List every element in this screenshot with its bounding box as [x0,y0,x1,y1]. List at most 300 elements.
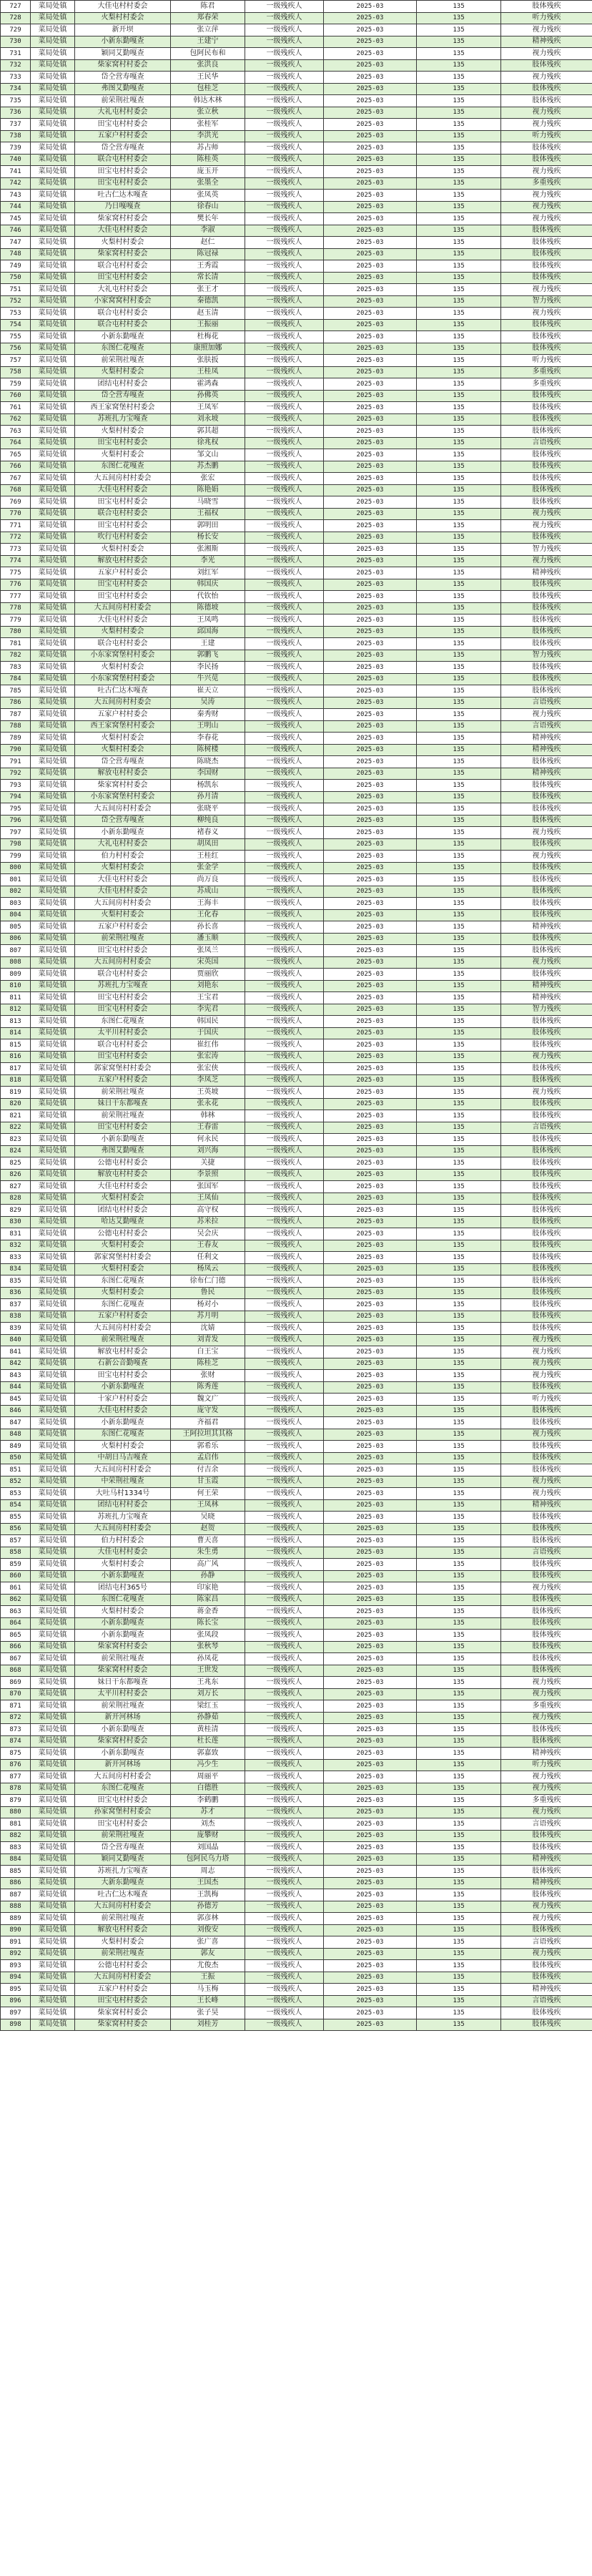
name-cell: 吴涛 [171,697,245,709]
village-cell: 火梨村村委会 [75,1441,171,1453]
town-cell: 菜局处镇 [31,555,75,567]
table-row [1,520,592,532]
village-cell: 联合屯村村委会 [75,969,171,981]
disability-type-cell: 视力残疾 [501,956,592,969]
subsidy-cell: 135 [417,308,501,320]
name-cell: 王兆东 [171,1677,245,1689]
category-cell: 一级残疾人 [245,1523,324,1535]
category-cell: 一级残疾人 [245,1535,324,1547]
subsidy-cell: 135 [417,1995,501,2007]
disability-type-cell: 视力残疾 [501,1688,592,1700]
disability-type-cell: 肢体残疾 [501,1441,592,1453]
disability-type-cell: 肢体残疾 [501,1606,592,1618]
category-cell: 一级残疾人 [245,1323,324,1335]
row-number-cell: 757 [1,355,31,367]
table-row [1,36,592,48]
town-cell: 菜局处镇 [31,1818,75,1831]
month-cell: 2025-03 [324,1039,417,1052]
town-cell: 菜局处镇 [31,815,75,827]
disability-type-cell: 肢体残疾 [501,1063,592,1075]
month-cell: 2025-03 [324,838,417,851]
category-cell: 一级残疾人 [245,1169,324,1181]
table-row [1,343,592,355]
subsidy-cell: 135 [417,1275,501,1288]
subsidy-cell: 135 [417,1842,501,1854]
row-number-cell: 866 [1,1641,31,1653]
table-row [1,1441,592,1453]
town-cell: 菜局处镇 [31,1228,75,1240]
month-cell: 2025-03 [324,1665,417,1677]
category-cell: 一级残疾人 [245,1192,324,1205]
row-number-cell: 815 [1,1039,31,1052]
name-cell: 王建宁 [171,36,245,48]
town-cell: 菜局处镇 [31,1263,75,1275]
subsidy-cell: 135 [417,1806,501,1818]
name-cell: 王凤仙 [171,1192,245,1205]
village-cell: 岱仝营寿嘎查 [75,1842,171,1854]
subsidy-cell: 135 [417,508,501,520]
name-cell: 李凤芝 [171,1074,245,1087]
table-row [1,791,592,803]
name-cell: 庞守发 [171,1405,245,1417]
category-cell: 一级残疾人 [245,1098,324,1110]
month-cell: 2025-03 [324,1275,417,1288]
disability-type-cell: 听力残疾 [501,355,592,367]
category-cell: 一级残疾人 [245,1748,324,1760]
table-row [1,248,592,260]
subsidy-cell: 135 [417,579,501,591]
disability-type-cell: 精神残疾 [501,1984,592,1996]
disability-type-cell: 肢体残疾 [501,969,592,981]
name-cell: 孟启伟 [171,1452,245,1464]
month-cell: 2025-03 [324,1523,417,1535]
name-cell: 杜长莲 [171,1735,245,1748]
month-cell: 2025-03 [324,1735,417,1748]
town-cell: 菜局处镇 [31,1016,75,1028]
category-cell: 一级残疾人 [245,260,324,273]
disability-type-cell: 精神残疾 [501,1499,592,1512]
disability-type-cell: 听力残疾 [501,130,592,142]
month-cell: 2025-03 [324,1559,417,1571]
month-cell: 2025-03 [324,673,417,685]
subsidy-cell: 135 [417,496,501,509]
month-cell: 2025-03 [324,1853,417,1866]
row-number-cell: 870 [1,1688,31,1700]
town-cell: 菜局处镇 [31,83,75,95]
subsidy-cell: 135 [417,1984,501,1996]
village-cell: 联合屯村村委会 [75,319,171,331]
table-row [1,662,592,674]
row-number-cell: 821 [1,1110,31,1122]
disability-type-cell: 肢体残疾 [501,1240,592,1252]
name-cell: 马晓雪 [171,496,245,509]
category-cell: 一级残疾人 [245,1464,324,1476]
month-cell: 2025-03 [324,1570,417,1582]
month-cell: 2025-03 [324,1866,417,1878]
subsidy-cell: 135 [417,213,501,225]
name-cell: 印家艳 [171,1582,245,1595]
row-number-cell: 800 [1,862,31,874]
disability-type-cell: 肢体残疾 [501,933,592,945]
village-cell: 解放屯村村委会 [75,1169,171,1181]
category-cell: 一级残疾人 [245,626,324,638]
village-cell: 岱仝营寿嘎查 [75,72,171,84]
village-cell: 五家户村村委会 [75,921,171,934]
category-cell: 一级残疾人 [245,1417,324,1429]
category-cell: 一级残疾人 [245,24,324,36]
town-cell: 菜局处镇 [31,1452,75,1464]
month-cell: 2025-03 [324,1016,417,1028]
row-number-cell: 789 [1,733,31,745]
village-cell: 东图仁花嘎查 [75,1783,171,1795]
table-row [1,1287,592,1299]
category-cell: 一级残疾人 [245,1570,324,1582]
table-row [1,756,592,768]
category-cell: 一级残疾人 [245,1995,324,2007]
name-cell: 陈桂芝 [171,1358,245,1370]
town-cell: 菜局处镇 [31,1759,75,1771]
row-number-cell: 729 [1,24,31,36]
category-cell: 一级残疾人 [245,1512,324,1524]
name-cell: 尤俊杰 [171,1960,245,1972]
row-number-cell: 732 [1,59,31,72]
month-cell: 2025-03 [324,1499,417,1512]
village-cell: 田宝屯村村委会 [75,1995,171,2007]
month-cell: 2025-03 [324,1,417,13]
month-cell: 2025-03 [324,1370,417,1382]
month-cell: 2025-03 [324,390,417,402]
subsidy-cell: 135 [417,59,501,72]
town-cell: 菜局处镇 [31,36,75,48]
row-number-cell: 738 [1,130,31,142]
town-cell: 菜局处镇 [31,1252,75,1264]
name-cell: 郑春荣 [171,12,245,24]
category-cell: 一级残疾人 [245,272,324,284]
town-cell: 菜局处镇 [31,107,75,119]
month-cell: 2025-03 [324,697,417,709]
row-number-cell: 849 [1,1441,31,1453]
table-row [1,1027,592,1039]
name-cell: 郭友 [171,1948,245,1960]
disability-type-cell: 肢体残疾 [501,95,592,107]
month-cell: 2025-03 [324,355,417,367]
month-cell: 2025-03 [324,744,417,756]
subsidy-cell: 135 [417,933,501,945]
table-row [1,1665,592,1677]
village-cell: 大礼屯村村委会 [75,838,171,851]
subsidy-cell: 135 [417,567,501,579]
town-cell: 菜局处镇 [31,284,75,296]
name-cell: 牛兴苋 [171,673,245,685]
row-number-cell: 750 [1,272,31,284]
category-cell: 一级残疾人 [245,874,324,886]
disability-type-cell: 视力残疾 [501,72,592,84]
town-cell: 菜局处镇 [31,1157,75,1170]
town-cell: 菜局处镇 [31,1192,75,1205]
name-cell: 陈长宝 [171,1617,245,1630]
row-number-cell: 746 [1,225,31,237]
subsidy-cell: 135 [417,1688,501,1700]
disability-type-cell: 视力残疾 [501,1677,592,1689]
table-row [1,780,592,792]
month-cell: 2025-03 [324,1877,417,1889]
row-number-cell: 897 [1,2007,31,2019]
table-row [1,1157,592,1170]
name-cell: 王春雷 [171,1122,245,1134]
disability-type-cell: 肢体残疾 [501,1039,592,1052]
table-row [1,1134,592,1146]
disability-type-cell: 言语残疾 [501,1936,592,1949]
name-cell: 赵玉清 [171,308,245,320]
month-cell: 2025-03 [324,1417,417,1429]
subsidy-cell: 135 [417,1464,501,1476]
category-cell: 一级残疾人 [245,697,324,709]
name-cell: 苏成山 [171,886,245,898]
month-cell: 2025-03 [324,768,417,780]
name-cell: 王春友 [171,1240,245,1252]
disability-type-cell: 肢体残疾 [501,1972,592,1984]
row-number-cell: 759 [1,378,31,391]
village-cell: 颖同艾勤嘎查 [75,1853,171,1866]
table-row [1,945,592,957]
table-row [1,638,592,650]
name-cell: 刘兴海 [171,1145,245,1157]
row-number-cell: 808 [1,956,31,969]
name-cell: 张立萍 [171,24,245,36]
month-cell: 2025-03 [324,83,417,95]
month-cell: 2025-03 [324,780,417,792]
disability-type-cell: 肢体残疾 [501,1535,592,1547]
town-cell: 菜局处镇 [31,1063,75,1075]
row-number-cell: 795 [1,803,31,816]
name-cell: 王国杰 [171,1877,245,1889]
disability-type-cell: 肢体残疾 [501,1594,592,1606]
category-cell: 一级残疾人 [245,1252,324,1264]
row-number-cell: 834 [1,1263,31,1275]
category-cell: 一级残疾人 [245,709,324,721]
table-row [1,378,592,391]
subsidy-cell: 135 [417,1429,501,1441]
village-cell: 弗图艾勤嘎查 [75,1145,171,1157]
row-number-cell: 863 [1,1606,31,1618]
disability-type-cell: 视力残疾 [501,1913,592,1925]
town-cell: 菜局处镇 [31,791,75,803]
category-cell: 一级残疾人 [245,59,324,72]
row-number-cell: 796 [1,815,31,827]
month-cell: 2025-03 [324,1074,417,1087]
town-cell: 菜局处镇 [31,166,75,178]
month-cell: 2025-03 [324,1157,417,1170]
row-number-cell: 830 [1,1216,31,1228]
table-row [1,851,592,863]
village-cell: 郭家窝堡村村委会 [75,1063,171,1075]
row-number-cell: 791 [1,756,31,768]
month-cell: 2025-03 [324,201,417,213]
name-cell: 王凯梅 [171,1889,245,1901]
row-number-cell: 859 [1,1559,31,1571]
subsidy-cell: 135 [417,331,501,343]
town-cell: 菜局处镇 [31,1122,75,1134]
town-cell: 菜局处镇 [31,756,75,768]
subsidy-cell: 135 [417,532,501,544]
town-cell: 菜局处镇 [31,851,75,863]
subsidy-cell: 135 [417,1205,501,1217]
table-row [1,1417,592,1429]
village-cell: 十家户村村委会 [75,1394,171,1406]
row-number-cell: 885 [1,1866,31,1878]
subsidy-cell: 135 [417,1027,501,1039]
table-row [1,1299,592,1311]
town-cell: 菜局处镇 [31,1724,75,1736]
village-cell: 解放屯村村委会 [75,1924,171,1936]
category-cell: 一级残疾人 [245,791,324,803]
village-cell: 柴家窝村村委会 [75,2019,171,2031]
town-cell: 菜局处镇 [31,154,75,166]
category-cell: 一级残疾人 [245,673,324,685]
table-row [1,2007,592,2019]
disability-type-cell: 肢体残疾 [501,272,592,284]
subsidy-cell: 135 [417,1252,501,1264]
row-number-cell: 862 [1,1594,31,1606]
town-cell: 菜局处镇 [31,437,75,449]
month-cell: 2025-03 [324,733,417,745]
name-cell: 韩国庆 [171,579,245,591]
month-cell: 2025-03 [324,933,417,945]
table-row [1,1205,592,1217]
subsidy-cell: 135 [417,1641,501,1653]
table-row [1,72,592,84]
subsidy-cell: 135 [417,24,501,36]
subsidy-cell: 135 [417,1157,501,1170]
disability-type-cell: 言语残疾 [501,697,592,709]
town-cell: 菜局处镇 [31,248,75,260]
category-cell: 一级残疾人 [245,1381,324,1394]
name-cell: 王桂红 [171,851,245,863]
town-cell: 菜局处镇 [31,1582,75,1595]
town-cell: 菜局处镇 [31,1134,75,1146]
name-cell: 陈德坡 [171,602,245,614]
row-number-cell: 737 [1,119,31,131]
name-cell: 王桂凤 [171,366,245,378]
table-row [1,213,592,225]
category-cell: 一级残疾人 [245,1441,324,1453]
table-row [1,815,592,827]
row-number-cell: 785 [1,685,31,697]
name-cell: 任利文 [171,1252,245,1264]
category-cell: 一级残疾人 [245,1665,324,1677]
subsidy-cell: 135 [417,1653,501,1665]
disability-type-cell: 视力残疾 [501,1806,592,1818]
village-cell: 火梨村村委会 [75,1606,171,1618]
row-number-cell: 820 [1,1098,31,1110]
month-cell: 2025-03 [324,1641,417,1653]
subsidy-cell: 135 [417,827,501,839]
subsidy-cell: 135 [417,1866,501,1878]
disability-type-cell: 视力残疾 [501,827,592,839]
category-cell: 一级残疾人 [245,956,324,969]
table-row [1,1853,592,1866]
subsidy-cell: 135 [417,378,501,391]
row-number-cell: 776 [1,579,31,591]
name-cell: 孙佛英 [171,390,245,402]
row-number-cell: 880 [1,1806,31,1818]
table-row [1,1889,592,1901]
disability-type-cell: 视力残疾 [501,1771,592,1783]
row-number-cell: 807 [1,945,31,957]
row-number-cell: 831 [1,1228,31,1240]
table-row [1,1016,592,1028]
row-number-cell: 752 [1,295,31,308]
name-cell: 李光 [171,555,245,567]
month-cell: 2025-03 [324,295,417,308]
name-cell: 张洪良 [171,59,245,72]
category-cell: 一级残疾人 [245,130,324,142]
town-cell: 菜局处镇 [31,1441,75,1453]
village-cell: 田宝屯村村委会 [75,1795,171,1807]
category-cell: 一级残疾人 [245,213,324,225]
subsidy-cell: 135 [417,1759,501,1771]
disability-type-cell: 视力残疾 [501,1358,592,1370]
subsidy-cell: 135 [417,190,501,202]
row-number-cell: 888 [1,1901,31,1913]
category-cell: 一级残疾人 [245,1735,324,1748]
table-row [1,1617,592,1630]
row-number-cell: 850 [1,1452,31,1464]
month-cell: 2025-03 [324,1960,417,1972]
category-cell: 一级残疾人 [245,1547,324,1559]
month-cell: 2025-03 [324,1429,417,1441]
category-cell: 一级残疾人 [245,1405,324,1417]
row-number-cell: 841 [1,1346,31,1358]
village-cell: 太平川村村委会 [75,1027,171,1039]
category-cell: 一级残疾人 [245,685,324,697]
name-cell: 陈艳娟 [171,484,245,496]
table-row [1,1759,592,1771]
category-cell: 一级残疾人 [245,1499,324,1512]
table-row [1,1842,592,1854]
category-cell: 一级残疾人 [245,720,324,733]
disability-type-cell: 视力残疾 [501,166,592,178]
town-cell: 菜局处镇 [31,1830,75,1842]
village-cell: 联合屯村村委会 [75,508,171,520]
category-cell: 一级残疾人 [245,1275,324,1288]
table-row [1,1358,592,1370]
name-cell: 刘青发 [171,1334,245,1346]
row-number-cell: 836 [1,1287,31,1299]
village-cell: 田宝屯村村委会 [75,1818,171,1831]
name-cell: 包桂芝 [171,83,245,95]
name-cell: 王凤军 [171,402,245,414]
village-cell: 前荣荆社嘎查 [75,1087,171,1099]
row-number-cell: 812 [1,1004,31,1016]
category-cell: 一级残疾人 [245,1806,324,1818]
table-row [1,1547,592,1559]
month-cell: 2025-03 [324,272,417,284]
town-cell: 菜局处镇 [31,1700,75,1713]
name-cell: 李春花 [171,733,245,745]
name-cell: 马玉梅 [171,1984,245,1996]
name-cell: 郭明田 [171,520,245,532]
subsidy-cell: 135 [417,1712,501,1724]
name-cell: 蒋金香 [171,1606,245,1618]
category-cell: 一级残疾人 [245,733,324,745]
village-cell: 小新东勤嘎查 [75,1630,171,1642]
table-row [1,355,592,367]
row-number-cell: 828 [1,1192,31,1205]
village-cell: 大五间房村村委会 [75,697,171,709]
row-number-cell: 755 [1,331,31,343]
subsidy-cell: 135 [417,1405,501,1417]
